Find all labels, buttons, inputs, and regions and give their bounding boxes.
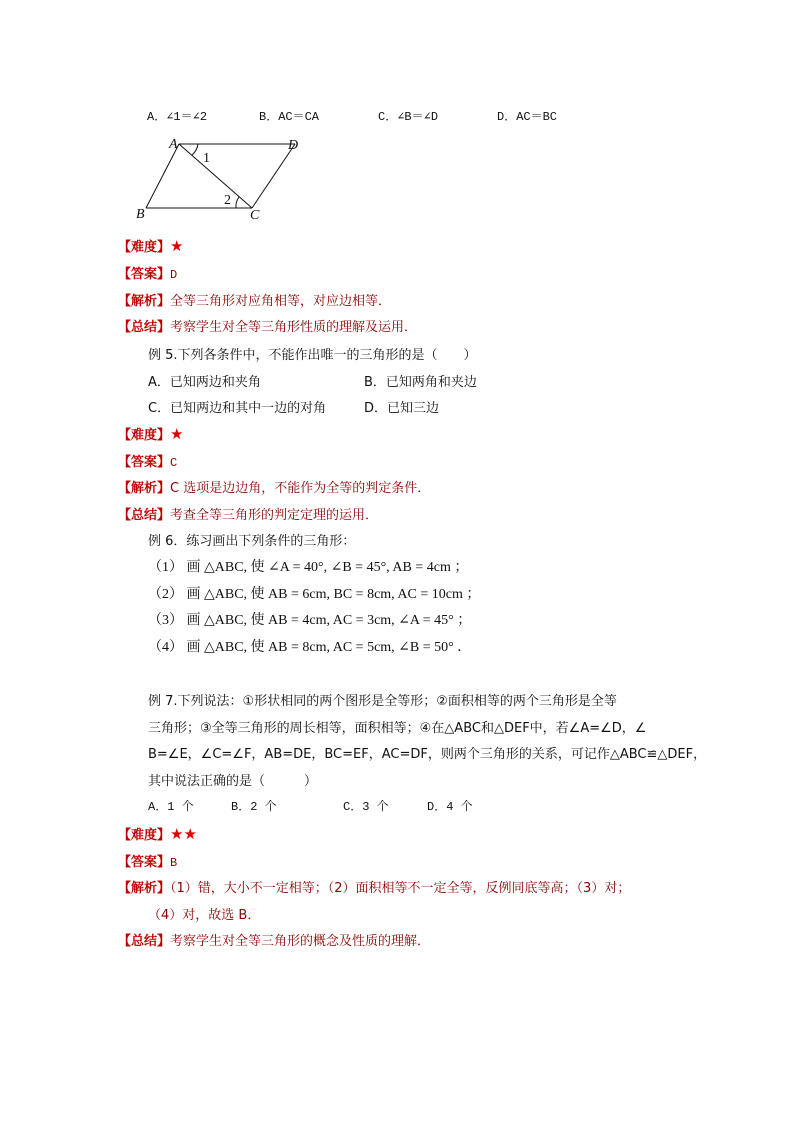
analysis-text: 全等三角形对应角相等，对应边相等．: [170, 294, 392, 309]
analysis-text-line-1: （1）错，大小不一定相等；（2）面积相等不一定全等，反例同底等高；（3）对；: [170, 881, 631, 896]
q7-option-d: D．4 个: [427, 800, 473, 814]
q7-option-a: A．1 个: [148, 800, 194, 814]
q7-stem-line-2: 三角形；③全等三角形的周长相等，面积相等；④在△ABC和△DEF中，若∠A=∠D，∠: [148, 721, 647, 736]
answer-label: 【答案】: [118, 455, 171, 470]
difficulty-label: 【难度】: [118, 240, 171, 255]
answer-value: D: [170, 268, 178, 282]
q5-answer: [118, 451, 177, 470]
summary-text: 考察学生对全等三角形性质的理解及运用．: [170, 320, 418, 335]
q6-item-2: （2） 画 △ABC, 使 AB = 6cm, BC = 8cm, AC = 10cm ；: [148, 587, 481, 602]
q4-difficulty: [118, 236, 183, 255]
q4-option-c: C．∠B＝∠D: [378, 110, 439, 124]
analysis-text-line-2: （4）对，故选 B．: [148, 908, 261, 923]
difficulty-label: 【难度】: [118, 828, 171, 843]
q5-option-b: B．已知两角和夹边: [364, 375, 477, 390]
analysis-label: 【解析】: [118, 481, 171, 496]
analysis-label: 【解析】: [118, 294, 171, 309]
vertex-a-label: A: [169, 137, 178, 152]
vertex-d-label: D: [288, 138, 299, 153]
q7-option-b: B．2 个: [231, 800, 277, 814]
summary-label: 【总结】: [118, 934, 171, 949]
summary-text: 考查全等三角形的判定定理的运用．: [170, 508, 379, 523]
q7-analysis: [118, 877, 630, 896]
answer-value: B: [170, 856, 178, 870]
vertex-b-label: B: [136, 207, 145, 222]
q7-stem-line-3: B=∠E，∠C=∠F，AB=DE，BC=EF，AC=DF，则两个三角形的关系，可记作△ABC≌△DEF，: [148, 747, 707, 762]
q6-item-1: （1） 画 △ABC, 使 ∠A = 40°, ∠B = 45°, AB = 4cm ；: [148, 560, 469, 575]
q4-answer: [118, 263, 177, 282]
angle-2-label: 2: [224, 193, 231, 208]
summary-text: 考察学生对全等三角形的概念及性质的理解．: [170, 934, 431, 949]
q4-option-d: D．AC＝BC: [497, 110, 558, 124]
q5-difficulty: [118, 424, 183, 443]
q6-stem: 例 6．练习画出下列条件的三角形：: [148, 534, 356, 549]
star-icon: ★★: [170, 825, 197, 843]
q5-option-d: D．已知三边: [364, 401, 440, 416]
difficulty-label: 【难度】: [118, 428, 171, 443]
q4-analysis: [118, 290, 391, 309]
q4-option-b: B．AC＝CA: [259, 110, 320, 124]
q5-analysis: [118, 477, 430, 496]
analysis-text: C 选项是边边角，不能作为全等的判定条件．: [170, 481, 431, 496]
answer-label: 【答案】: [118, 855, 171, 870]
q6-item-4: （4） 画 △ABC, 使 AB = 8cm, AC = 5cm, ∠B = 50° ．: [148, 640, 472, 655]
q5-option-a: A．已知两边和夹角: [148, 375, 261, 390]
q7-stem-line-4: 其中说法正确的是（ ）: [148, 774, 318, 789]
q6-item-3: （3） 画 △ABC, 使 AB = 4cm, AC = 3cm, ∠A = 45° ；: [148, 613, 472, 628]
answer-value: C: [170, 456, 178, 470]
q7-option-c: C．3 个: [343, 800, 389, 814]
q7-stem-line-1: 例 7.下列说法：①形状相同的两个图形是全等形；②面积相等的两个三角形是全等: [148, 694, 617, 709]
q4-summary: [118, 316, 417, 335]
summary-label: 【总结】: [118, 320, 171, 335]
q7-summary: [118, 930, 430, 949]
q7-answer: [118, 851, 177, 870]
answer-label: 【答案】: [118, 267, 171, 282]
star-icon: ★: [170, 425, 184, 443]
analysis-label: 【解析】: [118, 881, 171, 896]
q5-option-c: C．已知两边和其中一边的对角: [148, 401, 327, 416]
q7-difficulty: [118, 824, 197, 843]
q5-summary: [118, 504, 378, 523]
vertex-c-label: C: [250, 208, 260, 223]
parallelogram-figure: [130, 134, 310, 226]
summary-label: 【总结】: [118, 508, 171, 523]
star-icon: ★: [170, 237, 184, 255]
angle-1-label: 1: [203, 151, 210, 166]
q4-option-a: A．∠1＝∠2: [147, 110, 208, 124]
q5-stem: 例 5.下列各条件中，不能作出唯一的三角形的是（ ）: [148, 348, 477, 363]
